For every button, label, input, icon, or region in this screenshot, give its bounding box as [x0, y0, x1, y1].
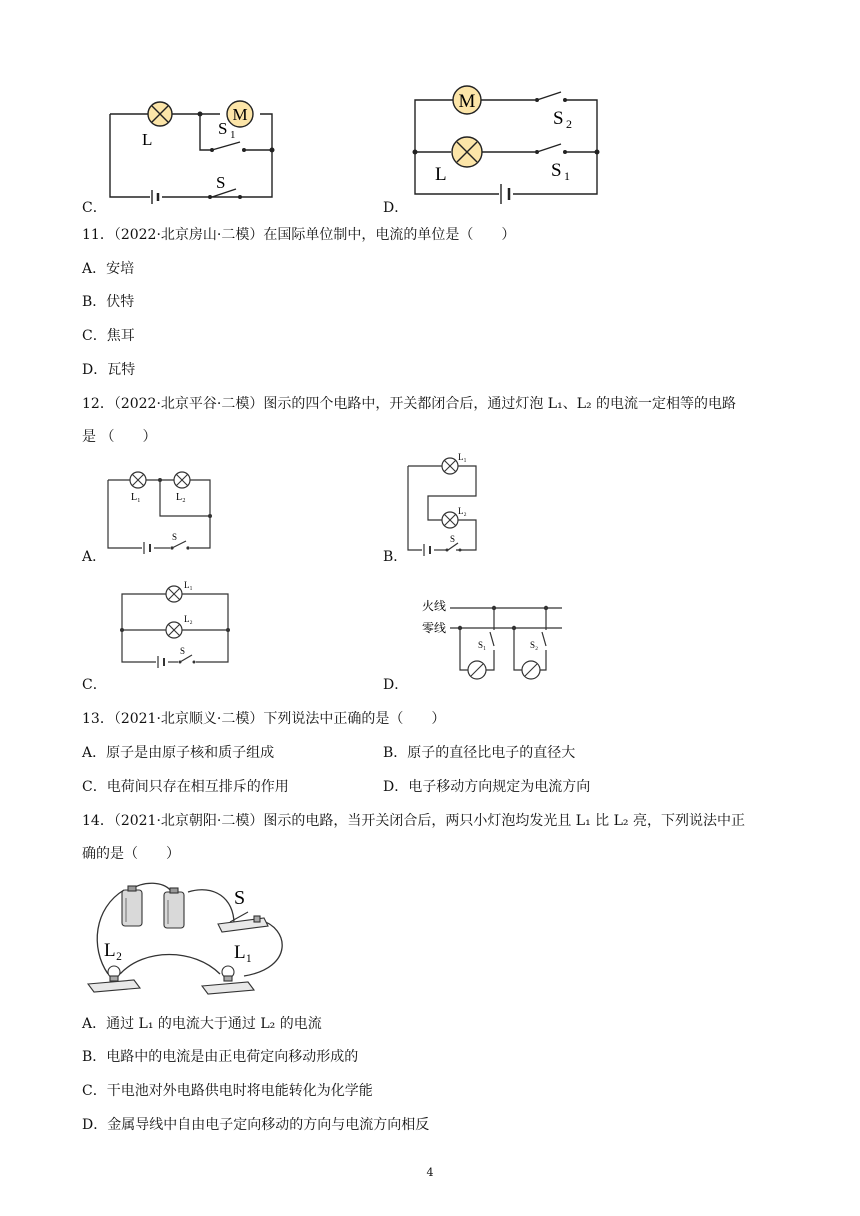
q14-option-a: A．通过 L₁ 的电流大于通过 L₂ 的电流: [82, 1016, 322, 1032]
q14-question-line1: 14．（2021·北京朝阳·二模）图示的电路，当开关闭合后，两只小灯泡均发光且 L₁ 比 L₂ 亮，下列说法中正: [82, 813, 745, 829]
switch-s1-label: S: [218, 119, 228, 138]
q13-option-b: B．原子的直径比电子的直径大: [383, 745, 576, 761]
q14-option-c: C．干电池对外电路供电时将电能转化为化学能: [82, 1083, 373, 1099]
switch-s-label: S: [216, 173, 226, 192]
page-number: 4: [426, 1166, 434, 1179]
q13-option-d: D．电子移动方向规定为电流方向: [383, 779, 591, 795]
q11-question: 11．（2022·北京房山·二模）在国际单位制中，电流的单位是（ ）: [82, 227, 516, 243]
q12-circuit-a: [100, 468, 220, 558]
q12-question-line1: 12．（2022·北京平谷·二模）图示的四个电路中，开关都闭合后，通过灯泡 L₁、L₂ 的电流一定相等的电路: [82, 396, 737, 412]
q10-circuit-d: [405, 80, 605, 210]
motor-label: M: [458, 91, 476, 112]
q14-question-line2: 确的是（ ）: [82, 846, 180, 862]
q12-circuit-b: [400, 452, 490, 562]
q13-option-c: C．电荷间只存在相互排斥的作用: [82, 779, 289, 795]
switch-s2-sub: 2: [566, 117, 572, 131]
q10-option-c-label: C．: [82, 200, 107, 216]
switch-s1-sub: 1: [230, 129, 236, 141]
switch-s1-label: S: [551, 160, 562, 181]
switch-s2-label: S: [553, 108, 564, 129]
switch-s2-label: S₂: [530, 640, 539, 650]
q13-question: 13．（2021·北京顺义·二模）下列说法中正确的是（ ）: [82, 711, 446, 727]
lamp-l2-label: L₂: [458, 506, 467, 516]
lamp-l2-label: L₂: [176, 492, 186, 503]
q12-circuit-c: [114, 578, 240, 670]
switch-s1-sub: 1: [564, 169, 570, 183]
q12-circuit-d: [420, 596, 570, 686]
q11-option-a: A．安培: [82, 261, 135, 277]
switch-label: S: [180, 646, 186, 656]
q11-option-c: C．焦耳: [82, 328, 135, 344]
live-wire-label: 火线: [422, 599, 447, 613]
switch-label: S: [234, 887, 246, 909]
switch-label: S: [172, 532, 178, 542]
q12-option-d-label: D．: [383, 677, 409, 693]
lamp-l2-label: L₂: [104, 940, 123, 961]
q11-option-b: B．伏特: [82, 294, 135, 310]
q12-option-b-label: B．: [383, 549, 408, 565]
q11-option-d: D．瓦特: [82, 362, 136, 378]
motor-label: M: [232, 105, 248, 124]
q14-option-d: D．金属导线中自由电子定向移动的方向与电流方向相反: [82, 1117, 430, 1133]
switch-label: S: [450, 534, 456, 544]
switch-s1-label: S₁: [478, 640, 487, 650]
q10-option-d-label: D．: [383, 200, 409, 216]
lamp-l1-label: L₁: [131, 492, 141, 503]
q13-option-a: A．原子是由原子核和质子组成: [82, 745, 275, 761]
lamp-l1-label: L₁: [234, 942, 253, 963]
q10-circuit-c: [100, 92, 290, 207]
lamp-label: L: [435, 164, 447, 185]
q12-question-line2: 是 （ ）: [82, 429, 157, 445]
q14-physical-circuit: [84, 878, 304, 998]
q12-option-a-label: A．: [82, 549, 107, 565]
lamp-l2-label: L₂: [184, 614, 193, 624]
lamp-l1-label: L₁: [184, 580, 193, 590]
lamp-l1-label: L₁: [458, 452, 467, 462]
q12-option-c-label: C．: [82, 677, 107, 693]
lamp-label: L: [142, 130, 153, 149]
neutral-wire-label: 零线: [422, 621, 447, 635]
q14-option-b: B．电路中的电流是由正电荷定向移动形成的: [82, 1049, 359, 1065]
